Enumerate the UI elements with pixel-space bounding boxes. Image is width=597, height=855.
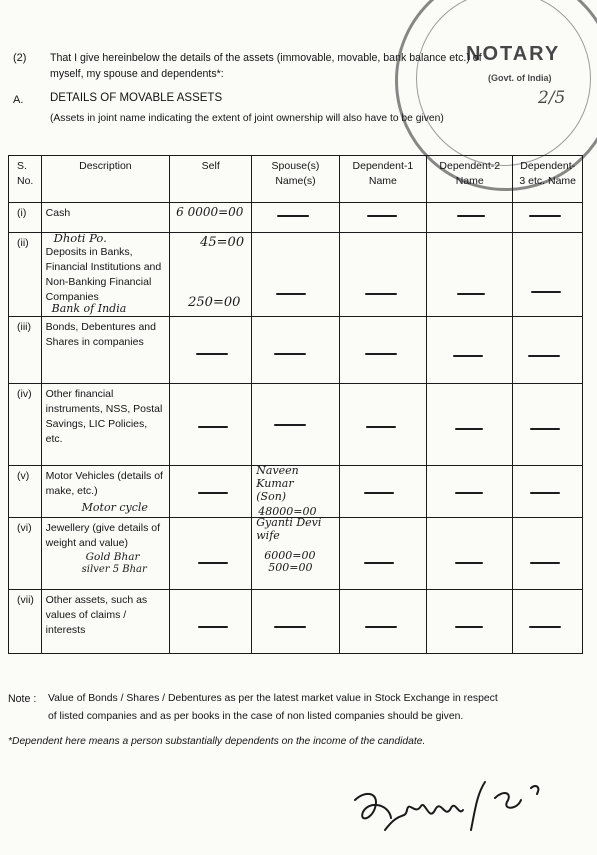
self-cell	[170, 384, 252, 466]
nil-dash	[365, 626, 397, 628]
nil-dash	[198, 492, 228, 494]
nil-dash	[455, 562, 483, 564]
row-number: (ii)	[9, 233, 42, 317]
dep3-cell	[513, 233, 583, 317]
self-deposit-value-1: 45=00	[200, 235, 245, 250]
handwritten-son-name: Naveen Kumar (Son)	[256, 464, 299, 503]
dep2-cell	[427, 466, 513, 518]
self-cash-value: 6 0000=00	[176, 205, 244, 219]
nil-dash	[365, 353, 397, 355]
row-number: (iii)	[9, 317, 42, 384]
row-description: Deposits in Banks, Financial Institutions and Non-Banking Financial Companies	[45, 246, 162, 303]
nil-dash	[530, 428, 560, 430]
nil-dash	[455, 492, 483, 494]
self-cell	[170, 590, 252, 654]
dep1-cell	[339, 233, 426, 317]
intro-number: (2)	[13, 52, 27, 64]
notary-stamp-word: NOTARY	[466, 43, 561, 65]
handwritten-gold: Gold Bhar	[85, 551, 140, 563]
nil-dash	[530, 492, 560, 494]
intro-text-line1: That I give hereinbelow the details of the assets (immovable, movable, bank balance etc.) of	[50, 52, 482, 64]
note-line1: Value of Bonds / Shares / Debentures as per the latest market value in Stock Exchange in respect	[48, 693, 498, 704]
spouse-motor-cell	[252, 466, 339, 518]
row-number: (vii)	[9, 590, 42, 654]
dep1-cell	[339, 203, 426, 233]
nil-dash	[364, 562, 394, 564]
nil-dash	[367, 215, 397, 217]
row-description: Motor Vehicles (details of make, etc.)	[45, 470, 163, 497]
signature	[345, 770, 565, 850]
row-description: Bonds, Debentures and Shares in companies	[41, 317, 169, 384]
row-number: (i)	[9, 203, 42, 233]
section-title: DETAILS OF MOVABLE ASSETS	[50, 92, 223, 104]
header-dependent-2: Dependent-2 Name	[427, 156, 513, 203]
spouse-cell	[252, 590, 339, 654]
nil-dash	[529, 215, 561, 217]
intro-text-line2: myself, my spouse and dependents*:	[50, 68, 224, 80]
row-description-cell	[41, 518, 169, 590]
dep2-cell	[427, 590, 513, 654]
nil-dash	[198, 626, 228, 628]
row-number: (v)	[9, 466, 42, 518]
table-row	[9, 384, 583, 466]
nil-dash	[453, 355, 483, 357]
spouse-jewellery-value-1: 6000=00	[264, 549, 316, 562]
header-description: Description	[41, 156, 169, 203]
dep2-cell	[427, 384, 513, 466]
dep2-cell	[427, 233, 513, 317]
section-letter: A.	[13, 94, 24, 106]
handwritten-dhoti-po: Dhoti Po.	[53, 231, 107, 245]
nil-dash	[364, 492, 394, 494]
dep2-cell	[427, 203, 513, 233]
note-label: Note :	[8, 693, 37, 705]
handwritten-silver: silver 5 Bhar	[81, 564, 147, 575]
self-cash-cell	[170, 203, 252, 233]
self-deposits-cell	[170, 233, 252, 317]
header-self: Self	[170, 156, 252, 203]
section-note: (Assets in joint name indicating the extent of joint ownership will also have to be given)	[50, 113, 444, 124]
dep3-cell	[513, 466, 583, 518]
row-description-cell	[41, 233, 169, 317]
row-description: Other assets, such as values of claims / interests	[41, 590, 169, 654]
notary-stamp-sub: (Govt. of India)	[488, 73, 552, 83]
self-cell	[170, 317, 252, 384]
dep1-cell	[339, 590, 426, 654]
nil-dash	[198, 426, 228, 428]
notary-stamp-inner-ring	[416, 0, 591, 166]
table-row	[9, 203, 583, 233]
dep3-cell	[513, 203, 583, 233]
row-description-cell	[41, 466, 169, 518]
header-dependent-1: Dependent-1 Name	[339, 156, 426, 203]
row-description: Cash	[41, 203, 169, 233]
spouse-jewellery-value-2: 500=00	[268, 561, 313, 574]
dep3-cell	[513, 384, 583, 466]
spouse-motor-value: 48000=00	[258, 505, 317, 518]
table-row	[9, 590, 583, 654]
nil-dash	[457, 293, 485, 295]
handwritten-motor-cycle: Motor cycle	[81, 501, 148, 514]
nil-dash	[528, 355, 560, 357]
header-dependent-3: Dependent-3 etc. Name	[513, 156, 583, 203]
spouse-cell	[252, 233, 339, 317]
table-row	[9, 466, 583, 518]
dep1-cell	[339, 384, 426, 466]
self-deposit-value-2: 250=00	[188, 295, 241, 310]
note-line2: of listed companies and as per books in the case of non listed companies should be given.	[48, 711, 464, 722]
handwritten-bank-name: Bank of India	[51, 302, 127, 315]
footnote: *Dependent here means a person substantially dependents on the income of the candidate.	[8, 736, 426, 747]
self-cell	[170, 466, 252, 518]
nil-dash	[276, 293, 306, 295]
dep2-cell	[427, 317, 513, 384]
nil-dash	[365, 293, 397, 295]
header-sno: S. No.	[9, 156, 42, 203]
dep3-cell	[513, 590, 583, 654]
nil-dash	[366, 426, 396, 428]
nil-dash	[529, 626, 561, 628]
table-row	[9, 518, 583, 590]
nil-dash	[274, 626, 306, 628]
nil-dash	[274, 424, 306, 426]
nil-dash	[531, 291, 561, 293]
dep3-cell	[513, 317, 583, 384]
notary-stamp-number: 2/5	[538, 88, 566, 108]
row-number: (vi)	[9, 518, 42, 590]
nil-dash	[530, 562, 560, 564]
spouse-cell	[252, 384, 339, 466]
table-row	[9, 233, 583, 317]
spouse-cell	[252, 317, 339, 384]
row-number: (iv)	[9, 384, 42, 466]
nil-dash	[457, 215, 485, 217]
handwritten-wife-name: Gyanti Devi wife	[256, 516, 322, 542]
header-spouse: Spouse(s) Name(s)	[252, 156, 339, 203]
nil-dash	[277, 215, 309, 217]
self-cell	[170, 518, 252, 590]
movable-assets-table	[8, 155, 583, 654]
dep3-cell	[513, 518, 583, 590]
row-description: Jewellery (give details of weight and value)	[45, 522, 161, 549]
nil-dash	[198, 562, 228, 564]
table-row	[9, 317, 583, 384]
nil-dash	[196, 353, 228, 355]
dep1-cell	[339, 466, 426, 518]
row-description: Other financial instruments, NSS, Postal Savings, LIC Policies, etc.	[41, 384, 169, 466]
nil-dash	[455, 428, 483, 430]
nil-dash	[274, 353, 306, 355]
spouse-cell	[252, 203, 339, 233]
spouse-jewellery-cell	[252, 518, 339, 590]
dep1-cell	[339, 518, 426, 590]
nil-dash	[455, 626, 483, 628]
dep2-cell	[427, 518, 513, 590]
dep1-cell	[339, 317, 426, 384]
table-header-row	[9, 156, 583, 203]
